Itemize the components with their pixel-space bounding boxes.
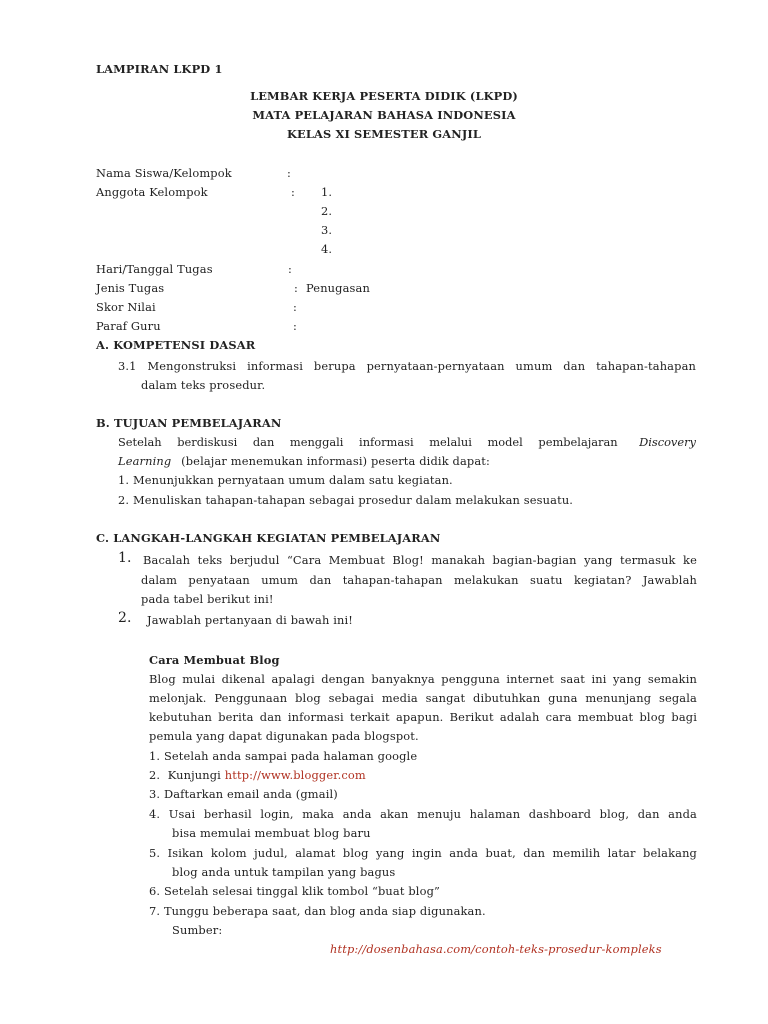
signature-colon: : — [293, 319, 297, 333]
member-number: 2. — [321, 204, 333, 218]
reading-paragraph-line: kebutuhan berita dan informasi terkait apapun. Berikut adalah cara membuat blog bagi — [149, 710, 697, 724]
document-title: LEMBAR KERJA PESERTA DIDIK (LKPD) — [250, 89, 518, 103]
member-number: 1. — [321, 185, 333, 199]
step-number: 1. — [118, 550, 132, 566]
goal-item: 2. Menuliskan tahapan-tahapan sebagai prosedur dalam melakukan sesuatu. — [118, 493, 574, 507]
source-link[interactable]: http://dosenbahasa.com/contoh-teks-prosedur-kompleks — [330, 942, 662, 956]
step1-line: pada tabel berikut ini! — [141, 592, 274, 606]
step2-text: Jawablah pertanyaan di bawah ini! — [147, 613, 354, 627]
member-number: 4. — [321, 242, 333, 256]
goals-intro-line — [118, 433, 696, 452]
section-b-heading: B. TUJUAN PEMBELAJARAN — [96, 416, 282, 430]
procedure-step-cont: bisa memulai membuat blog baru — [172, 826, 371, 840]
goal-item: 1. Menunjukkan pernyataan umum dalam satu kegiatan. — [118, 473, 453, 487]
goals-intro-text: Setelah berdiskusi dan menggali informasi melalui model pembelajaran — [118, 435, 618, 449]
competency-item-cont: dalam teks prosedur. — [141, 378, 266, 392]
appendix-label: LAMPIRAN LKPD 1 — [96, 62, 223, 76]
procedure-step: 5. Isikan kolom judul, alamat blog yang ingin anda buat, dan memilih latar belakang — [149, 846, 697, 860]
step1-line: dalam penyataan umum dan tahapan-tahapan melakukan suatu kegiatan? Jawablah — [141, 573, 697, 587]
procedure-step: 7. Tunggu beberapa saat, dan blog anda siap digunakan. — [149, 904, 486, 918]
members-label: Anggota Kelompok — [96, 185, 208, 199]
procedure-step-text: 2. Kunjungi — [149, 768, 225, 782]
task-type-label: Jenis Tugas — [96, 281, 165, 295]
name-colon: : — [287, 166, 291, 180]
source-label: Sumber: — [172, 923, 223, 937]
signature-label: Paraf Guru — [96, 319, 161, 333]
procedure-step: 4. Usai berhasil login, maka anda akan menuju halaman dashboard blog, dan anda — [149, 807, 697, 821]
task-type-value: Penugasan — [306, 281, 370, 295]
reading-title: Cara Membuat Blog — [149, 653, 280, 667]
step1-line: Bacalah teks berjudul “Cara Membuat Blog! manakah bagian-bagian yang termasuk ke — [143, 553, 697, 567]
goals-intro-em: Discovery — [639, 435, 696, 449]
members-colon: : — [291, 185, 295, 199]
score-colon: : — [293, 300, 297, 314]
reading-paragraph-line: pemula yang dapat digunakan pada blogspot. — [149, 729, 419, 743]
reading-paragraph-line: melonjak. Penggunaan blog sebagai media sangat dibutuhkan guna menunjang segala — [149, 691, 697, 705]
section-a-heading: A. KOMPETENSI DASAR — [96, 338, 256, 352]
procedure-step: 3. Daftarkan email anda (gmail) — [149, 787, 338, 801]
task-type-colon: : — [294, 281, 298, 295]
procedure-step — [149, 766, 366, 785]
procedure-step-cont: blog anda untuk tampilan yang bagus — [172, 865, 396, 879]
score-label: Skor Nilai — [96, 300, 156, 314]
name-label: Nama Siswa/Kelompok — [96, 166, 232, 180]
section-c-heading: C. LANGKAH-LANGKAH KEGIATAN PEMBELAJARAN — [96, 531, 441, 545]
blogger-link[interactable]: http://www.blogger.com — [224, 768, 366, 782]
procedure-step: 6. Setelah selesai tinggal klik tombol “buat blog” — [149, 884, 441, 898]
member-number: 3. — [321, 223, 333, 237]
procedure-step: 1. Setelah anda sampai pada halaman google — [149, 749, 418, 763]
step-number: 2. — [118, 610, 132, 626]
subject-title: MATA PELAJARAN BAHASA INDONESIA — [252, 108, 516, 122]
class-title: KELAS XI SEMESTER GANJIL — [286, 127, 482, 141]
reading-paragraph-line: Blog mulai dikenal apalagi dengan banyaknya pengguna internet saat ini yang semakin — [149, 672, 697, 686]
date-colon: : — [288, 262, 292, 276]
goals-intro-em2: Learning — [118, 454, 172, 468]
competency-item: 3.1 Mengonstruksi informasi berupa pernyataan-pernyataan umum dan tahapan-tahapan — [118, 359, 696, 373]
goals-intro-text2: (belajar menemukan informasi) peserta didik dapat: — [181, 454, 491, 468]
goals-intro-line2 — [118, 452, 490, 471]
date-label: Hari/Tanggal Tugas — [96, 262, 213, 276]
